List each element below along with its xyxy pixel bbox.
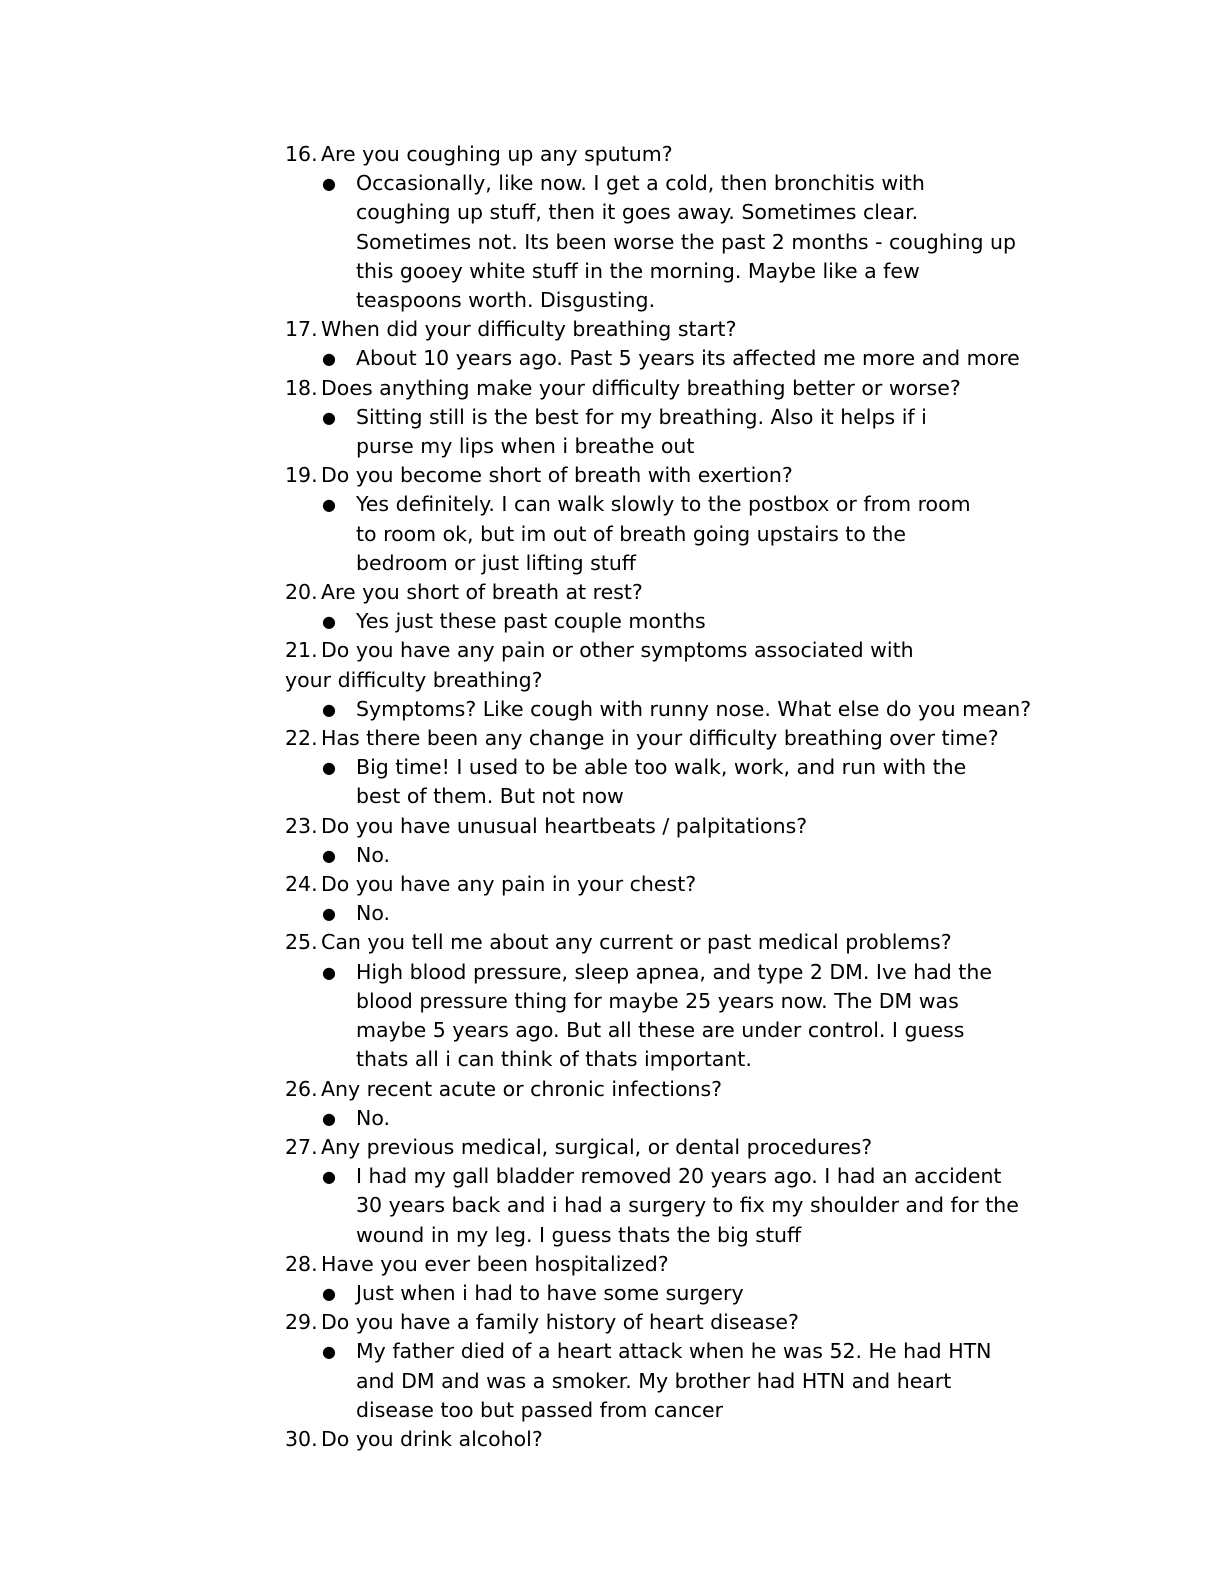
question-text: Has there been any change in your difficulty breathing over time? <box>321 726 999 751</box>
question-number: 18. <box>285 375 318 400</box>
question-text: When did your difficulty breathing start? <box>321 317 737 342</box>
question-text: Does anything make your difficulty breathing better or worse? <box>321 375 961 400</box>
answer-bullet-item <box>285 1162 1076 1191</box>
answer-text: best of them. But not now <box>356 784 624 809</box>
answer-text: to room ok, but im out of breath going upstairs to the <box>356 521 907 546</box>
answer-bullet-item <box>285 1279 1076 1308</box>
answer-line-continued <box>285 1221 1076 1250</box>
question-text: Any recent acute or chronic infections? <box>321 1076 723 1101</box>
answer-text: Sometimes not. Its been worse the past 2 months - coughing up <box>356 229 1017 254</box>
question-number: 23. <box>285 813 318 838</box>
answer-line-continued <box>285 432 1076 461</box>
answer-line-continued <box>285 1367 1076 1396</box>
question-line <box>285 812 1105 841</box>
answer-text: High blood pressure, sleep apnea, and type 2 DM. Ive had the <box>356 959 992 984</box>
answer-text: teaspoons worth. Disgusting. <box>356 288 656 313</box>
question-number: 21. <box>285 638 318 663</box>
document-page <box>285 140 1105 1454</box>
question-line <box>285 1075 1105 1104</box>
question-text-continued: your difficulty breathing? <box>285 667 543 692</box>
answer-text: coughing up stuff, then it goes away. Sometimes clear. <box>356 200 919 225</box>
answer-bullet-item <box>285 695 1076 724</box>
answer-text: No. <box>356 842 391 867</box>
answer-text: Just when i had to have some surgery <box>356 1280 744 1305</box>
answer-text: No. <box>356 1105 391 1130</box>
question-line <box>285 140 1105 169</box>
answer-text: disease too but passed from cancer <box>356 1397 724 1422</box>
question-number: 27. <box>285 1134 318 1159</box>
answer-line-continued <box>285 286 1076 315</box>
answer-bullet-item <box>285 753 1076 782</box>
question-text: Do you drink alcohol? <box>321 1426 543 1451</box>
bullet-icon: ● <box>322 1283 336 1303</box>
answer-text: Yes just these past couple months <box>356 609 706 634</box>
answer-bullet-item <box>285 403 1076 432</box>
bullet-icon: ● <box>322 758 336 778</box>
answer-line-continued <box>285 257 1076 286</box>
answer-line-continued <box>285 520 1076 549</box>
answer-text: 30 years back and i had a surgery to fix my shoulder and for the <box>356 1193 1019 1218</box>
question-line <box>285 636 1105 665</box>
question-number: 19. <box>285 463 318 488</box>
question-number: 17. <box>285 317 318 342</box>
question-text: Are you short of breath at rest? <box>321 580 643 605</box>
answer-text: No. <box>356 901 391 926</box>
answer-bullet-item <box>285 169 1076 198</box>
question-line <box>285 1425 1105 1454</box>
answer-text: bedroom or just lifting stuff <box>356 550 636 575</box>
answer-line-continued <box>285 1191 1076 1220</box>
answer-text: wound in my leg. I guess thats the big stuff <box>356 1222 802 1247</box>
answer-bullet-item <box>285 490 1076 519</box>
answer-text: maybe 5 years ago. But all these are under control. I guess <box>356 1018 965 1043</box>
bullet-icon: ● <box>322 612 336 632</box>
answer-bullet-item <box>285 1104 1076 1133</box>
question-line <box>285 1250 1105 1279</box>
question-text: Have you ever been hospitalized? <box>321 1251 669 1276</box>
question-number: 26. <box>285 1076 318 1101</box>
answer-bullet-item <box>285 899 1076 928</box>
answer-bullet-item <box>285 958 1076 987</box>
question-line <box>285 374 1105 403</box>
bullet-icon: ● <box>322 1342 336 1362</box>
bullet-icon: ● <box>322 1167 336 1187</box>
question-text: Any previous medical, surgical, or dental procedures? <box>321 1134 873 1159</box>
bullet-icon: ● <box>322 699 336 719</box>
question-line <box>285 928 1105 957</box>
answer-text: and DM and was a smoker. My brother had HTN and heart <box>356 1368 952 1393</box>
answer-line-continued <box>285 549 1076 578</box>
bullet-icon: ● <box>322 904 336 924</box>
question-line <box>285 578 1105 607</box>
answer-bullet-item <box>285 1337 1076 1366</box>
answer-text: Symptoms? Like cough with runny nose. What else do you mean? <box>356 696 1032 721</box>
answer-text: thats all i can think of thats important. <box>356 1047 752 1072</box>
answer-text: About 10 years ago. Past 5 years its affected me more and more <box>356 346 1020 371</box>
answer-text: this gooey white stuff in the morning. Maybe like a few <box>356 258 920 283</box>
question-number: 24. <box>285 872 318 897</box>
answer-text: blood pressure thing for maybe 25 years now. The DM was <box>356 988 959 1013</box>
question-text: Do you have unusual heartbeats / palpitations? <box>321 813 808 838</box>
question-number: 20. <box>285 580 318 605</box>
question-number: 28. <box>285 1251 318 1276</box>
answer-text: Sitting still is the best for my breathing. Also it helps if i <box>356 404 927 429</box>
question-line <box>285 724 1105 753</box>
question-line <box>285 315 1105 344</box>
question-text: Do you have any pain in your chest? <box>321 872 697 897</box>
bullet-icon: ● <box>322 349 336 369</box>
question-number: 29. <box>285 1310 318 1335</box>
answer-bullet-item <box>285 607 1076 636</box>
answer-text: I had my gall bladder removed 20 years ago. I had an accident <box>356 1164 1002 1189</box>
answer-bullet-item <box>285 344 1076 373</box>
bullet-icon: ● <box>322 845 336 865</box>
answer-line-continued <box>285 782 1076 811</box>
answer-text: Yes definitely. I can walk slowly to the postbox or from room <box>356 492 971 517</box>
answer-line-continued <box>285 1396 1076 1425</box>
question-text: Are you coughing up any sputum? <box>321 142 673 166</box>
answer-bullet-item <box>285 841 1076 870</box>
answer-line-continued <box>285 987 1076 1016</box>
answer-text: Occasionally, like now. I get a cold, then bronchitis with <box>356 171 925 196</box>
question-text: Can you tell me about any current or past medical problems? <box>321 930 952 955</box>
question-line <box>285 1308 1105 1337</box>
question-number: 30. <box>285 1426 318 1451</box>
bullet-icon: ● <box>322 407 336 427</box>
bullet-icon: ● <box>322 174 336 194</box>
answer-text: My father died of a heart attack when he was 52. He had HTN <box>356 1339 992 1364</box>
question-number: 16. <box>285 142 318 166</box>
question-number: 22. <box>285 726 318 751</box>
bullet-icon: ● <box>322 962 336 982</box>
answer-line-continued <box>285 198 1076 227</box>
question-text: Do you have a family history of heart disease? <box>321 1310 799 1335</box>
question-line <box>285 870 1105 899</box>
question-line <box>285 461 1105 490</box>
question-line <box>285 1133 1105 1162</box>
bullet-icon: ● <box>322 495 336 515</box>
question-text: Do you become short of breath with exertion? <box>321 463 793 488</box>
answer-text: Big time! I used to be able too walk, work, and run with the <box>356 755 967 780</box>
answer-line-continued <box>285 228 1076 257</box>
answer-text: purse my lips when i breathe out <box>356 434 695 459</box>
answer-line-continued <box>285 1045 1076 1074</box>
question-text: Do you have any pain or other symptoms associated with <box>321 638 914 663</box>
bullet-icon: ● <box>322 1108 336 1128</box>
question-number: 25. <box>285 930 318 955</box>
answer-line-continued <box>285 1016 1076 1045</box>
